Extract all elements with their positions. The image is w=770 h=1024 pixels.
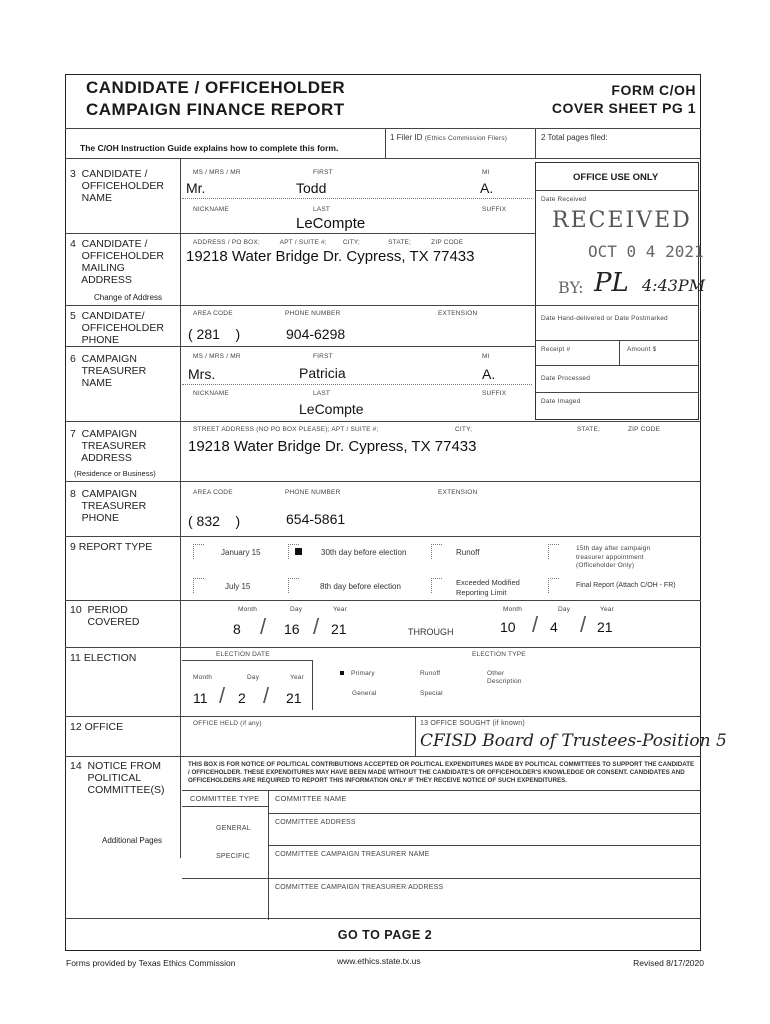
form-id: FORM C/OH <box>611 82 696 98</box>
election-primary-check-mark[interactable] <box>340 671 344 675</box>
sec7-zip-label: ZIP CODE <box>628 426 661 433</box>
committee-general-label[interactable]: GENERAL <box>216 825 251 832</box>
sec10-through: THROUGH <box>408 627 454 637</box>
sec6-label: 6 CAMPAIGN TREASURER NAME <box>70 353 147 389</box>
election-runoff-label[interactable]: Runoff <box>420 670 441 677</box>
report-jan15-label: January 15 <box>221 548 261 557</box>
sec5-phone-label: PHONE NUMBER <box>285 310 341 317</box>
report-jul15-label: July 15 <box>225 582 251 591</box>
report-8day-label: 8th day before election <box>320 582 401 591</box>
sec3-first-label: FIRST <box>313 169 333 176</box>
sec10-from-year-label: Year <box>333 606 347 613</box>
goto-page2: GO TO PAGE 2 <box>337 928 433 942</box>
sec5-ext-label: EXTENSION <box>438 310 478 317</box>
sec5-area-value: ( 281 ) <box>188 326 241 342</box>
election-primary-label: Primary <box>351 670 375 677</box>
sec10-slash: / <box>260 614 267 639</box>
sec8-ext-label: EXTENSION <box>438 489 478 496</box>
sec11-month-label: Month <box>193 674 213 681</box>
total-pages-label: 2 Total pages filed: <box>541 133 608 142</box>
sec10-to-year: 21 <box>597 619 613 635</box>
office-held-label: OFFICE HELD (if any) <box>193 720 262 727</box>
sec6-last-label: LAST <box>313 390 331 397</box>
sec10-slash: / <box>532 612 539 637</box>
sec10-slash: / <box>313 614 320 639</box>
report-15day-label: 15th day after campaign treasurer appointment (Officeholder Only) <box>576 545 651 569</box>
footer-provided: Forms provided by Texas Ethics Commission <box>66 958 236 968</box>
committee-treasurer-address-label: COMMITTEE CAMPAIGN TREASURER ADDRESS <box>275 884 444 891</box>
report-final-label: Final Report (Attach C/OH - FR) <box>576 582 676 589</box>
committee-specific-label[interactable]: SPECIFIC <box>216 853 250 860</box>
report-runoff-label: Runoff <box>456 548 480 557</box>
filer-id-label: 1 Filer ID (Ethics Commission Filers) <box>390 133 508 142</box>
date-imaged-label: Date Imaged <box>541 398 581 405</box>
sec6-nickname-label: NICKNAME <box>193 390 229 397</box>
sec6-ms-label: MS / MRS / MR <box>193 353 241 360</box>
sec3-mi-value: A. <box>480 180 494 196</box>
amount-label: Amount $ <box>627 346 657 353</box>
report-15day-checkbox[interactable] <box>548 544 559 559</box>
sec6-first-label: FIRST <box>313 353 333 360</box>
election-special-label[interactable]: Special <box>420 690 443 697</box>
footer-revised: Revised 8/17/2020 <box>633 958 704 968</box>
report-30day-label: 30th day before election <box>321 548 407 557</box>
sec4-address-labels: ADDRESS / PO BOX; APT / SUITE #; CITY; STATE; ZIP CODE <box>193 239 464 246</box>
sec14-notice: THIS BOX IS FOR NOTICE OF POLITICAL CONTRIBUTIONS ACCEPTED OR POLITICAL EXPENDITURES MADE BY POLITICAL COMMITTEES TO SUPPORT THE CANDIDATE / OFFICEHOLDER. THESE EXPENDITURES MAY HAVE BEEN MADE WITHOUT THE CANDIDATE'S OR OFFICEHOLDER'S KNOWLEDGE OR CONSENT. CANDIDATES AND OFFICEHOLDERS ARE REQUIRED TO REPORT THIS INFORMATION ONLY IF THEY RECEIVE NOTICE OF SUCH EXPENDITURES. <box>188 761 695 784</box>
stamp-by: BY: <box>558 278 584 297</box>
received-stamp: RECEIVED <box>552 208 692 233</box>
sec10-from-day: 16 <box>284 621 300 637</box>
sec11-day-label: Day <box>247 674 260 681</box>
footer-url[interactable]: www.ethics.state.tx.us <box>337 956 421 966</box>
sec3-ms-label: MS / MRS / MR <box>193 169 241 176</box>
report-exceeded-checkbox[interactable] <box>431 578 442 593</box>
office-use-title: OFFICE USE ONLY <box>573 172 659 183</box>
sec6-first-value: Patricia <box>299 365 346 381</box>
report-jan15-checkbox[interactable] <box>193 544 204 559</box>
sec10-to-day: 4 <box>550 619 558 635</box>
sec9-label: 9 REPORT TYPE <box>70 541 153 553</box>
hand-delivered-label: Date Hand-delivered or Date Postmarked <box>541 315 668 322</box>
report-final-checkbox[interactable] <box>548 578 559 593</box>
sec6-mi-value: A. <box>482 366 496 382</box>
report-jul15-checkbox[interactable] <box>193 578 204 593</box>
sec5-label: 5 CANDIDATE/ OFFICEHOLDER PHONE <box>70 310 164 346</box>
sec10-to-month-label: Month <box>503 606 523 613</box>
committee-type-label: COMMITTEE TYPE <box>190 794 260 803</box>
sec11-month: 11 <box>193 690 208 706</box>
sec10-slash: / <box>580 612 587 637</box>
sec11-label: 11 ELECTION <box>70 652 137 664</box>
office-sought-value: CFISD Board of Trustees-Position 5 <box>420 731 727 751</box>
sec6-suffix-label: SUFFIX <box>482 390 507 397</box>
sec6-prefix-value: Mrs. <box>188 366 216 382</box>
date-processed-label: Date Processed <box>541 375 591 382</box>
committee-name-label: COMMITTEE NAME <box>275 794 347 803</box>
sec7-city-label: CITY; <box>455 426 473 433</box>
sec6-last-value: LeCompte <box>299 401 364 417</box>
sec8-phone-value: 654-5861 <box>286 511 346 527</box>
sec4-label: 4 CANDIDATE / OFFICEHOLDER MAILING ADDRESS <box>70 238 164 286</box>
sec8-label: 8 CAMPAIGN TREASURER PHONE <box>70 488 147 524</box>
receipt-label: Receipt # <box>541 346 571 353</box>
sec8-phone-label: PHONE NUMBER <box>285 489 341 496</box>
sec10-label: 10 PERIOD COVERED <box>70 604 140 628</box>
sec7-sub-label: (Residence or Business) <box>74 469 156 478</box>
sec10-to-year-label: Year <box>600 606 614 613</box>
sec3-mi-label: MI <box>482 169 490 176</box>
sec5-area-label: AREA CODE <box>193 310 233 317</box>
sec3-last-value: LeCompte <box>296 215 366 232</box>
election-general-label[interactable]: General <box>352 690 377 697</box>
stamp-initials: PL <box>594 268 629 298</box>
form-title-line1: CANDIDATE / OFFICEHOLDER <box>86 78 346 97</box>
sec10-from-year: 21 <box>331 621 347 637</box>
date-received-label: Date Received <box>541 196 587 203</box>
sec3-suffix-label: SUFFIX <box>482 206 507 213</box>
sec10-from-month: 8 <box>233 621 241 637</box>
sec7-address-value: 19218 Water Bridge Dr. Cypress, TX 77433 <box>188 438 477 455</box>
sec11-type-label: ELECTION TYPE <box>472 651 526 658</box>
sec6-mi-label: MI <box>482 353 490 360</box>
sec11-slash: / <box>263 683 270 708</box>
form-title-line2: CAMPAIGN FINANCE REPORT <box>86 100 345 119</box>
sec3-label: 3 CANDIDATE / OFFICEHOLDER NAME <box>70 168 164 204</box>
sec5-phone-value: 904-6298 <box>286 326 346 342</box>
sec3-last-label: LAST <box>313 206 331 213</box>
sec12-label: 12 OFFICE <box>70 721 124 733</box>
sec11-year: 21 <box>286 690 302 706</box>
sec10-to-day-label: Day <box>558 606 571 613</box>
sec7-street-label: STREET ADDRESS (NO PO BOX PLEASE); APT / SUITE #; <box>193 426 379 433</box>
sec10-from-day-label: Day <box>290 606 303 613</box>
election-other-label[interactable]: Other Description <box>487 670 522 685</box>
report-runoff-checkbox[interactable] <box>431 544 442 559</box>
form-sheet: COVER SHEET PG 1 <box>551 100 696 116</box>
sec3-prefix-value: Mr. <box>186 180 206 196</box>
sec10-from-month-label: Month <box>238 606 258 613</box>
sec4-address-value: 19218 Water Bridge Dr. Cypress, TX 77433 <box>186 248 475 265</box>
sec10-to-month: 10 <box>500 619 516 635</box>
sec14-label: 14 NOTICE FROM POLITICAL COMMITTEE(S) <box>70 760 165 796</box>
sec7-state-label: STATE; <box>577 426 600 433</box>
report-exceeded-label: Exceeded Modified Reporting Limit <box>456 578 520 597</box>
change-of-address-label: Change of Address <box>94 293 163 302</box>
report-8day-checkbox[interactable] <box>288 578 299 593</box>
stamp-time: 4:43PM <box>642 276 706 295</box>
sec8-area-value: ( 832 ) <box>188 513 241 529</box>
sec8-area-label: AREA CODE <box>193 489 233 496</box>
sec3-first-value: Todd <box>296 180 327 196</box>
sec3-nickname-label: NICKNAME <box>193 206 229 213</box>
committee-address-label: COMMITTEE ADDRESS <box>275 819 356 826</box>
instruction-text: The C/OH Instruction Guide explains how to complete this form. <box>80 143 339 153</box>
sec7-label: 7 CAMPAIGN TREASURER ADDRESS <box>70 428 147 464</box>
stamp-date: OCT 0 4 2021 <box>588 242 704 261</box>
report-30day-check-mark <box>295 548 302 555</box>
additional-pages-label: Additional Pages <box>102 836 163 845</box>
committee-treasurer-name-label: COMMITTEE CAMPAIGN TREASURER NAME <box>275 851 430 858</box>
office-sought-label: 13 OFFICE SOUGHT (if known) <box>420 720 525 727</box>
sec11-slash: / <box>219 683 226 708</box>
sec11-year-label: Year <box>290 674 304 681</box>
sec11-date-label: ELECTION DATE <box>216 651 270 658</box>
sec11-day: 2 <box>238 690 246 706</box>
